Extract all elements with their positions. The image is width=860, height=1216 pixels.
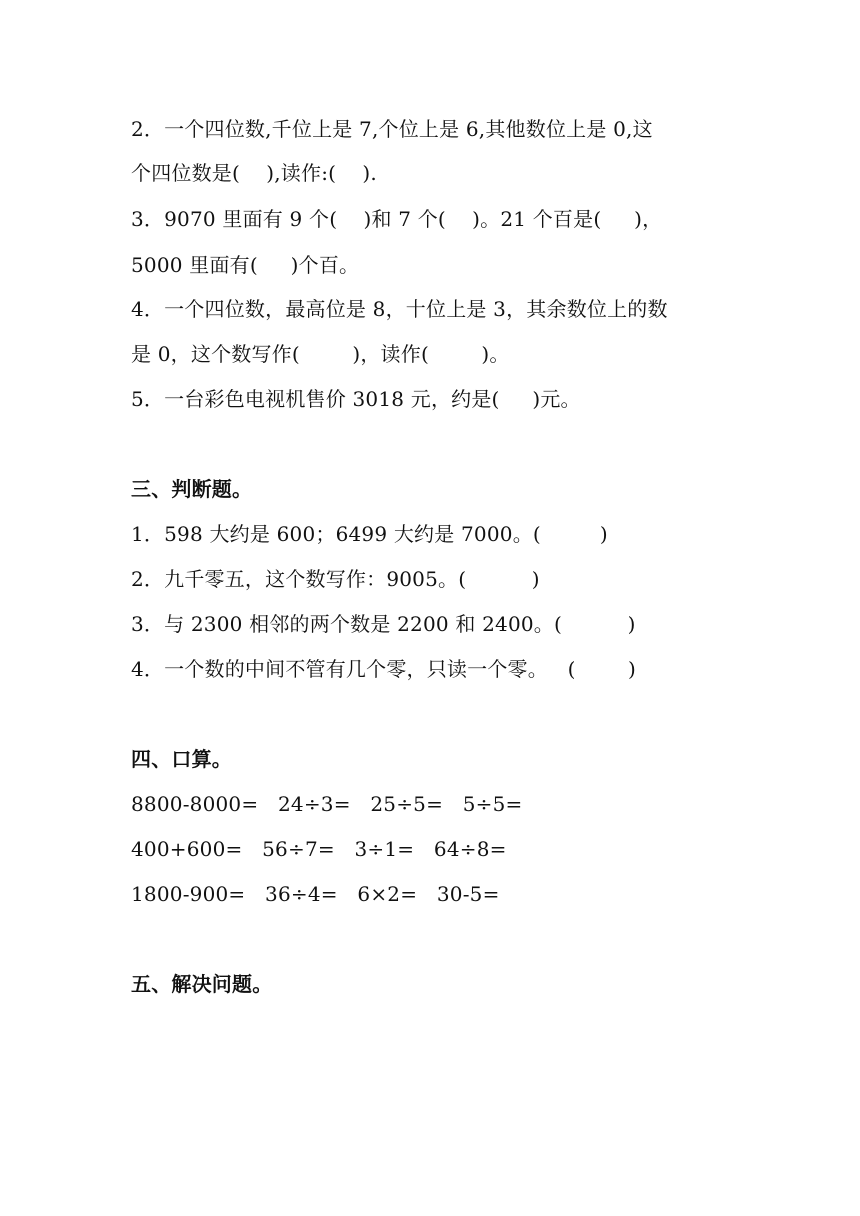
question-5-line-1: 5．一台彩色电视机售价 3018 元，约是( )元。 (131, 387, 581, 411)
question-4-line-1: 4．一个四位数，最高位是 8，十位上是 3，其余数位上的数 (131, 297, 668, 321)
judge-item-1: 1．598 大约是 600；6499 大约是 7000。( ) (131, 522, 608, 546)
judge-item-4: 4．一个数的中间不管有几个零，只读一个零。 ( ) (131, 657, 637, 681)
oral-row-2: 400+600= 56÷7= 3÷1= 64÷8= (131, 837, 507, 861)
section-heading-judge: 三、判断题。 (131, 477, 253, 501)
judge-item-2: 2．九千零五，这个数写作：9005。( ) (131, 567, 540, 591)
section-heading-solve: 五、解决问题。 (131, 972, 273, 996)
question-2-line-2: 个四位数是( ),读作:( ). (131, 161, 377, 185)
oral-row-1: 8800-8000= 24÷3= 25÷5= 5÷5= (131, 792, 523, 816)
oral-row-3: 1800-900= 36÷4= 6×2= 30-5= (131, 882, 500, 906)
question-2-line-1: 2．一个四位数,千位上是 7,个位上是 6,其他数位上是 0,这 (131, 117, 653, 141)
question-4-line-2: 是 0，这个数写作( )，读作( )。 (131, 342, 510, 366)
question-3-line-1: 3．9070 里面有 9 个( )和 7 个( )。21 个百是( )， (131, 207, 663, 231)
judge-item-3: 3．与 2300 相邻的两个数是 2200 和 2400。( ) (131, 612, 636, 636)
question-3-line-2: 5000 里面有( )个百。 (131, 253, 360, 277)
section-heading-oral: 四、口算。 (131, 747, 232, 771)
